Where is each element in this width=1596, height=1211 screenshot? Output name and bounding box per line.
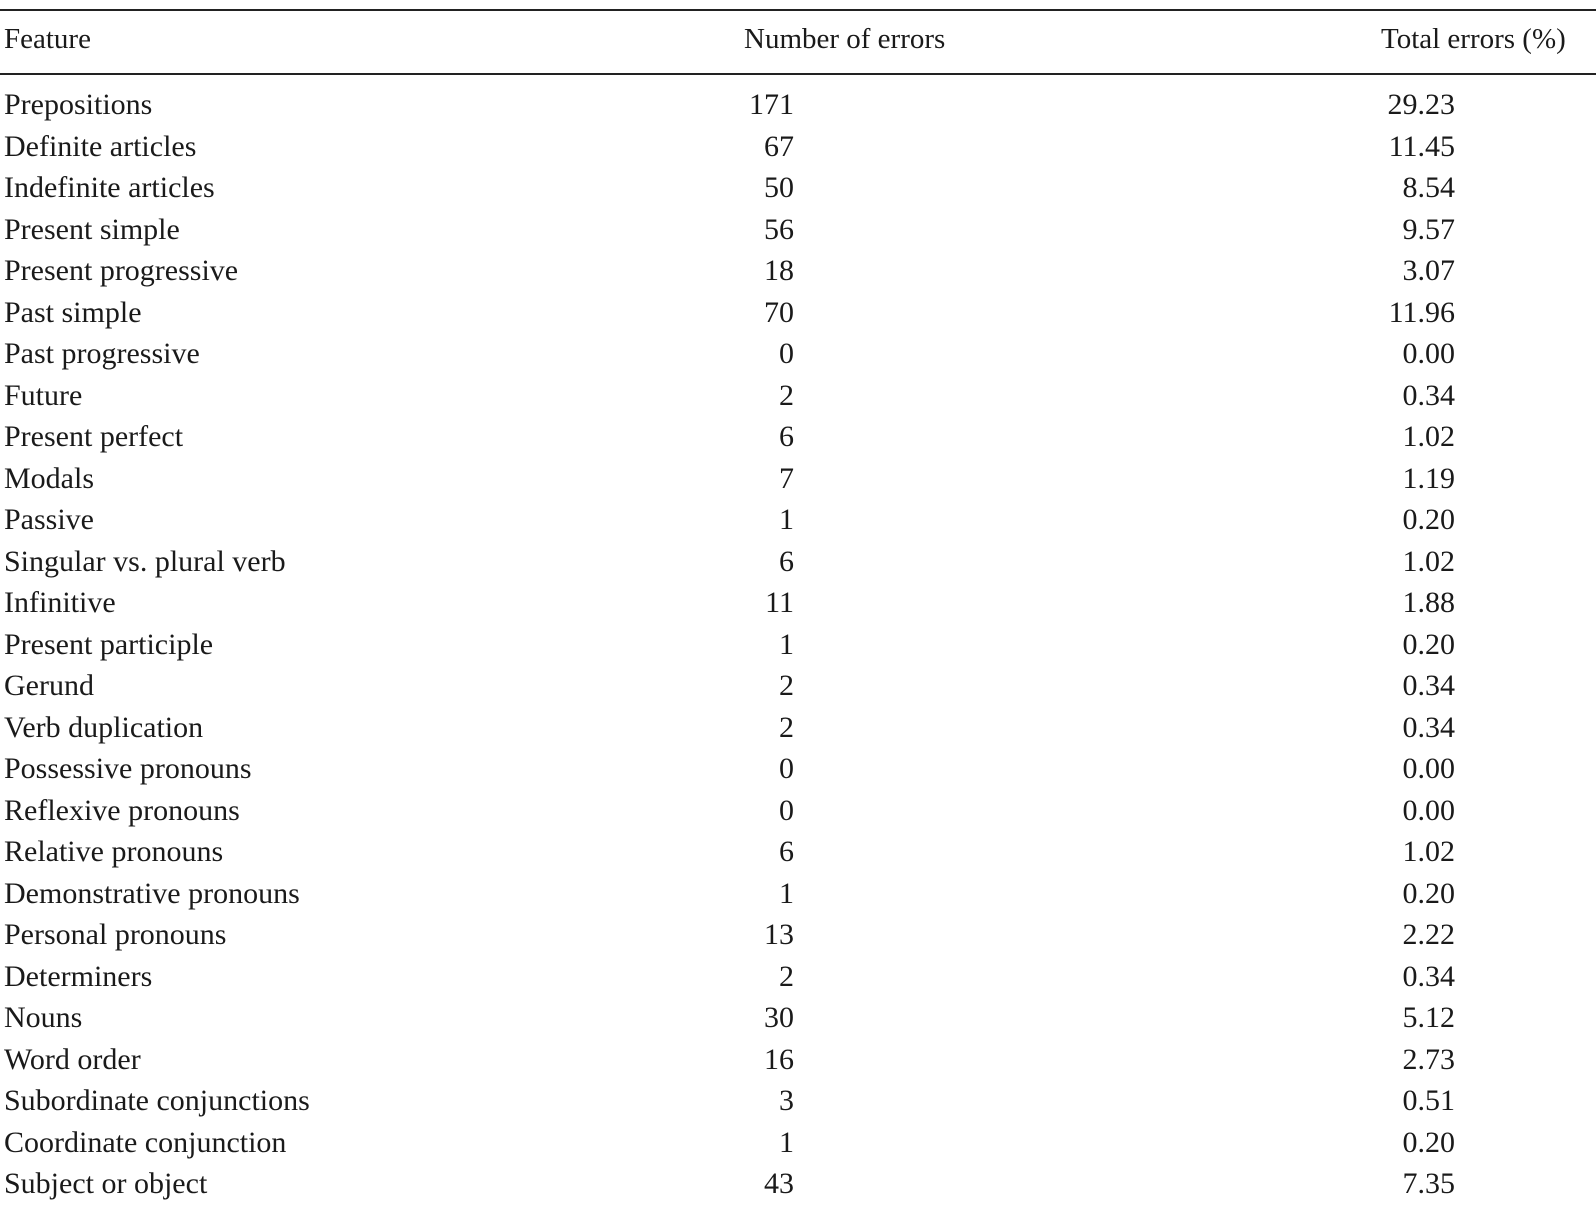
cell-total-errors-percent: 9.57 bbox=[1402, 212, 1455, 246]
cell-feature: Definite articles bbox=[4, 129, 197, 163]
header-number-of-errors: Number of errors bbox=[744, 23, 946, 55]
cell-number-of-errors: 50 bbox=[764, 171, 794, 204]
cell-number-of-errors: 6 bbox=[779, 835, 794, 868]
cell-number-of-errors: 1 bbox=[779, 876, 794, 910]
cell-feature: Nouns bbox=[4, 1001, 83, 1034]
cell-total-errors-percent: 1.02 bbox=[1402, 544, 1455, 578]
table-row bbox=[0, 998, 1596, 1040]
table-row bbox=[0, 957, 1596, 999]
table-row bbox=[0, 1040, 1596, 1082]
cell-total-errors-percent: 11.96 bbox=[1388, 295, 1455, 329]
cell-feature: Relative pronouns bbox=[4, 835, 224, 868]
cell-number-of-errors: 16 bbox=[764, 1042, 794, 1076]
cell-feature: Reflexive pronouns bbox=[4, 793, 240, 827]
cell-number-of-errors: 13 bbox=[764, 918, 794, 951]
table-row bbox=[0, 542, 1596, 584]
table-row bbox=[0, 85, 1596, 127]
cell-number-of-errors: 7 bbox=[779, 461, 794, 495]
table-row bbox=[0, 583, 1596, 625]
cell-feature: Future bbox=[4, 378, 83, 412]
table-row bbox=[0, 1164, 1596, 1206]
cell-number-of-errors: 6 bbox=[779, 544, 794, 578]
table-body bbox=[0, 75, 1596, 1206]
cell-total-errors-percent: 7.35 bbox=[1402, 1167, 1455, 1200]
cell-total-errors-percent: 0.51 bbox=[1402, 1084, 1455, 1117]
cell-feature: Present participle bbox=[4, 627, 214, 661]
table-row bbox=[0, 666, 1596, 708]
table-row bbox=[0, 749, 1596, 791]
cell-total-errors-percent: 0.20 bbox=[1402, 503, 1455, 536]
cell-number-of-errors: 0 bbox=[779, 337, 794, 370]
table-row bbox=[0, 791, 1596, 833]
cell-total-errors-percent: 8.54 bbox=[1402, 171, 1455, 204]
header-total-errors-percent: Total errors (%) bbox=[1381, 23, 1566, 55]
table-row bbox=[0, 1123, 1596, 1165]
cell-number-of-errors: 18 bbox=[764, 254, 794, 287]
cell-total-errors-percent: 1.19 bbox=[1402, 461, 1455, 495]
cell-feature: Demonstrative pronouns bbox=[4, 876, 300, 910]
table-row bbox=[0, 376, 1596, 418]
cell-total-errors-percent: 0.00 bbox=[1402, 752, 1455, 785]
cell-total-errors-percent: 0.00 bbox=[1402, 793, 1455, 827]
table-row bbox=[0, 915, 1596, 957]
cell-number-of-errors: 56 bbox=[764, 212, 794, 246]
cell-feature: Subordinate conjunctions bbox=[4, 1084, 310, 1117]
cell-total-errors-percent: 5.12 bbox=[1402, 1001, 1455, 1034]
cell-number-of-errors: 0 bbox=[779, 793, 794, 827]
cell-number-of-errors: 0 bbox=[779, 752, 794, 785]
cell-feature: Personal pronouns bbox=[4, 918, 227, 951]
cell-total-errors-percent: 0.34 bbox=[1402, 378, 1455, 412]
header-feature: Feature bbox=[4, 23, 91, 55]
table-row bbox=[0, 708, 1596, 750]
cell-feature: Passive bbox=[4, 503, 94, 536]
cell-feature: Past progressive bbox=[4, 337, 200, 370]
cell-feature: Indefinite articles bbox=[4, 171, 215, 204]
table-row bbox=[0, 210, 1596, 252]
table-row bbox=[0, 293, 1596, 335]
cell-total-errors-percent: 1.02 bbox=[1402, 420, 1455, 453]
cell-number-of-errors: 1 bbox=[779, 503, 794, 536]
cell-feature: Present simple bbox=[4, 212, 180, 246]
cell-total-errors-percent: 0.20 bbox=[1402, 627, 1455, 661]
table-row bbox=[0, 1081, 1596, 1123]
cell-number-of-errors: 2 bbox=[779, 378, 794, 412]
cell-total-errors-percent: 2.22 bbox=[1402, 918, 1455, 951]
table-row bbox=[0, 625, 1596, 667]
cell-feature: Modals bbox=[4, 461, 94, 495]
table-header-row bbox=[0, 11, 1596, 73]
cell-total-errors-percent: 29.23 bbox=[1387, 88, 1455, 121]
cell-feature: Coordinate conjunction bbox=[4, 1125, 287, 1159]
cell-feature: Infinitive bbox=[4, 586, 116, 619]
table-row bbox=[0, 251, 1596, 293]
cell-feature: Gerund bbox=[4, 669, 94, 702]
cell-number-of-errors: 11 bbox=[765, 586, 794, 619]
cell-total-errors-percent: 1.88 bbox=[1402, 586, 1455, 619]
table-row bbox=[0, 832, 1596, 874]
error-table bbox=[0, 9, 1596, 1206]
table-row bbox=[0, 417, 1596, 459]
cell-number-of-errors: 6 bbox=[779, 420, 794, 453]
cell-number-of-errors: 43 bbox=[764, 1167, 794, 1200]
cell-feature: Word order bbox=[4, 1042, 141, 1076]
cell-total-errors-percent: 11.45 bbox=[1388, 129, 1455, 163]
cell-total-errors-percent: 0.34 bbox=[1402, 959, 1455, 993]
table-row bbox=[0, 500, 1596, 542]
cell-feature: Singular vs. plural verb bbox=[4, 544, 286, 578]
cell-number-of-errors: 2 bbox=[779, 959, 794, 993]
cell-total-errors-percent: 3.07 bbox=[1402, 254, 1455, 287]
cell-feature: Verb duplication bbox=[4, 710, 204, 744]
cell-feature: Subject or object bbox=[4, 1167, 208, 1200]
cell-total-errors-percent: 2.73 bbox=[1402, 1042, 1455, 1076]
cell-number-of-errors: 2 bbox=[779, 710, 794, 744]
cell-number-of-errors: 30 bbox=[764, 1001, 794, 1034]
cell-feature: Prepositions bbox=[4, 88, 153, 121]
table-row bbox=[0, 874, 1596, 916]
cell-number-of-errors: 3 bbox=[779, 1084, 794, 1117]
cell-feature: Past simple bbox=[4, 295, 142, 329]
cell-feature: Possessive pronouns bbox=[4, 752, 252, 785]
cell-number-of-errors: 1 bbox=[779, 627, 794, 661]
cell-number-of-errors: 67 bbox=[764, 129, 794, 163]
cell-number-of-errors: 1 bbox=[779, 1125, 794, 1159]
cell-total-errors-percent: 0.34 bbox=[1402, 710, 1455, 744]
cell-number-of-errors: 70 bbox=[764, 295, 794, 329]
cell-feature: Present progressive bbox=[4, 254, 239, 287]
cell-total-errors-percent: 1.02 bbox=[1402, 835, 1455, 868]
cell-total-errors-percent: 0.00 bbox=[1402, 337, 1455, 370]
table-row bbox=[0, 168, 1596, 210]
table-row bbox=[0, 459, 1596, 501]
table-row bbox=[0, 127, 1596, 169]
cell-total-errors-percent: 0.20 bbox=[1402, 1125, 1455, 1159]
cell-number-of-errors: 171 bbox=[749, 88, 794, 121]
cell-total-errors-percent: 0.34 bbox=[1402, 669, 1455, 702]
cell-feature: Determiners bbox=[4, 959, 153, 993]
cell-total-errors-percent: 0.20 bbox=[1402, 876, 1455, 910]
cell-number-of-errors: 2 bbox=[779, 669, 794, 702]
table-row bbox=[0, 334, 1596, 376]
cell-feature: Present perfect bbox=[4, 420, 184, 453]
